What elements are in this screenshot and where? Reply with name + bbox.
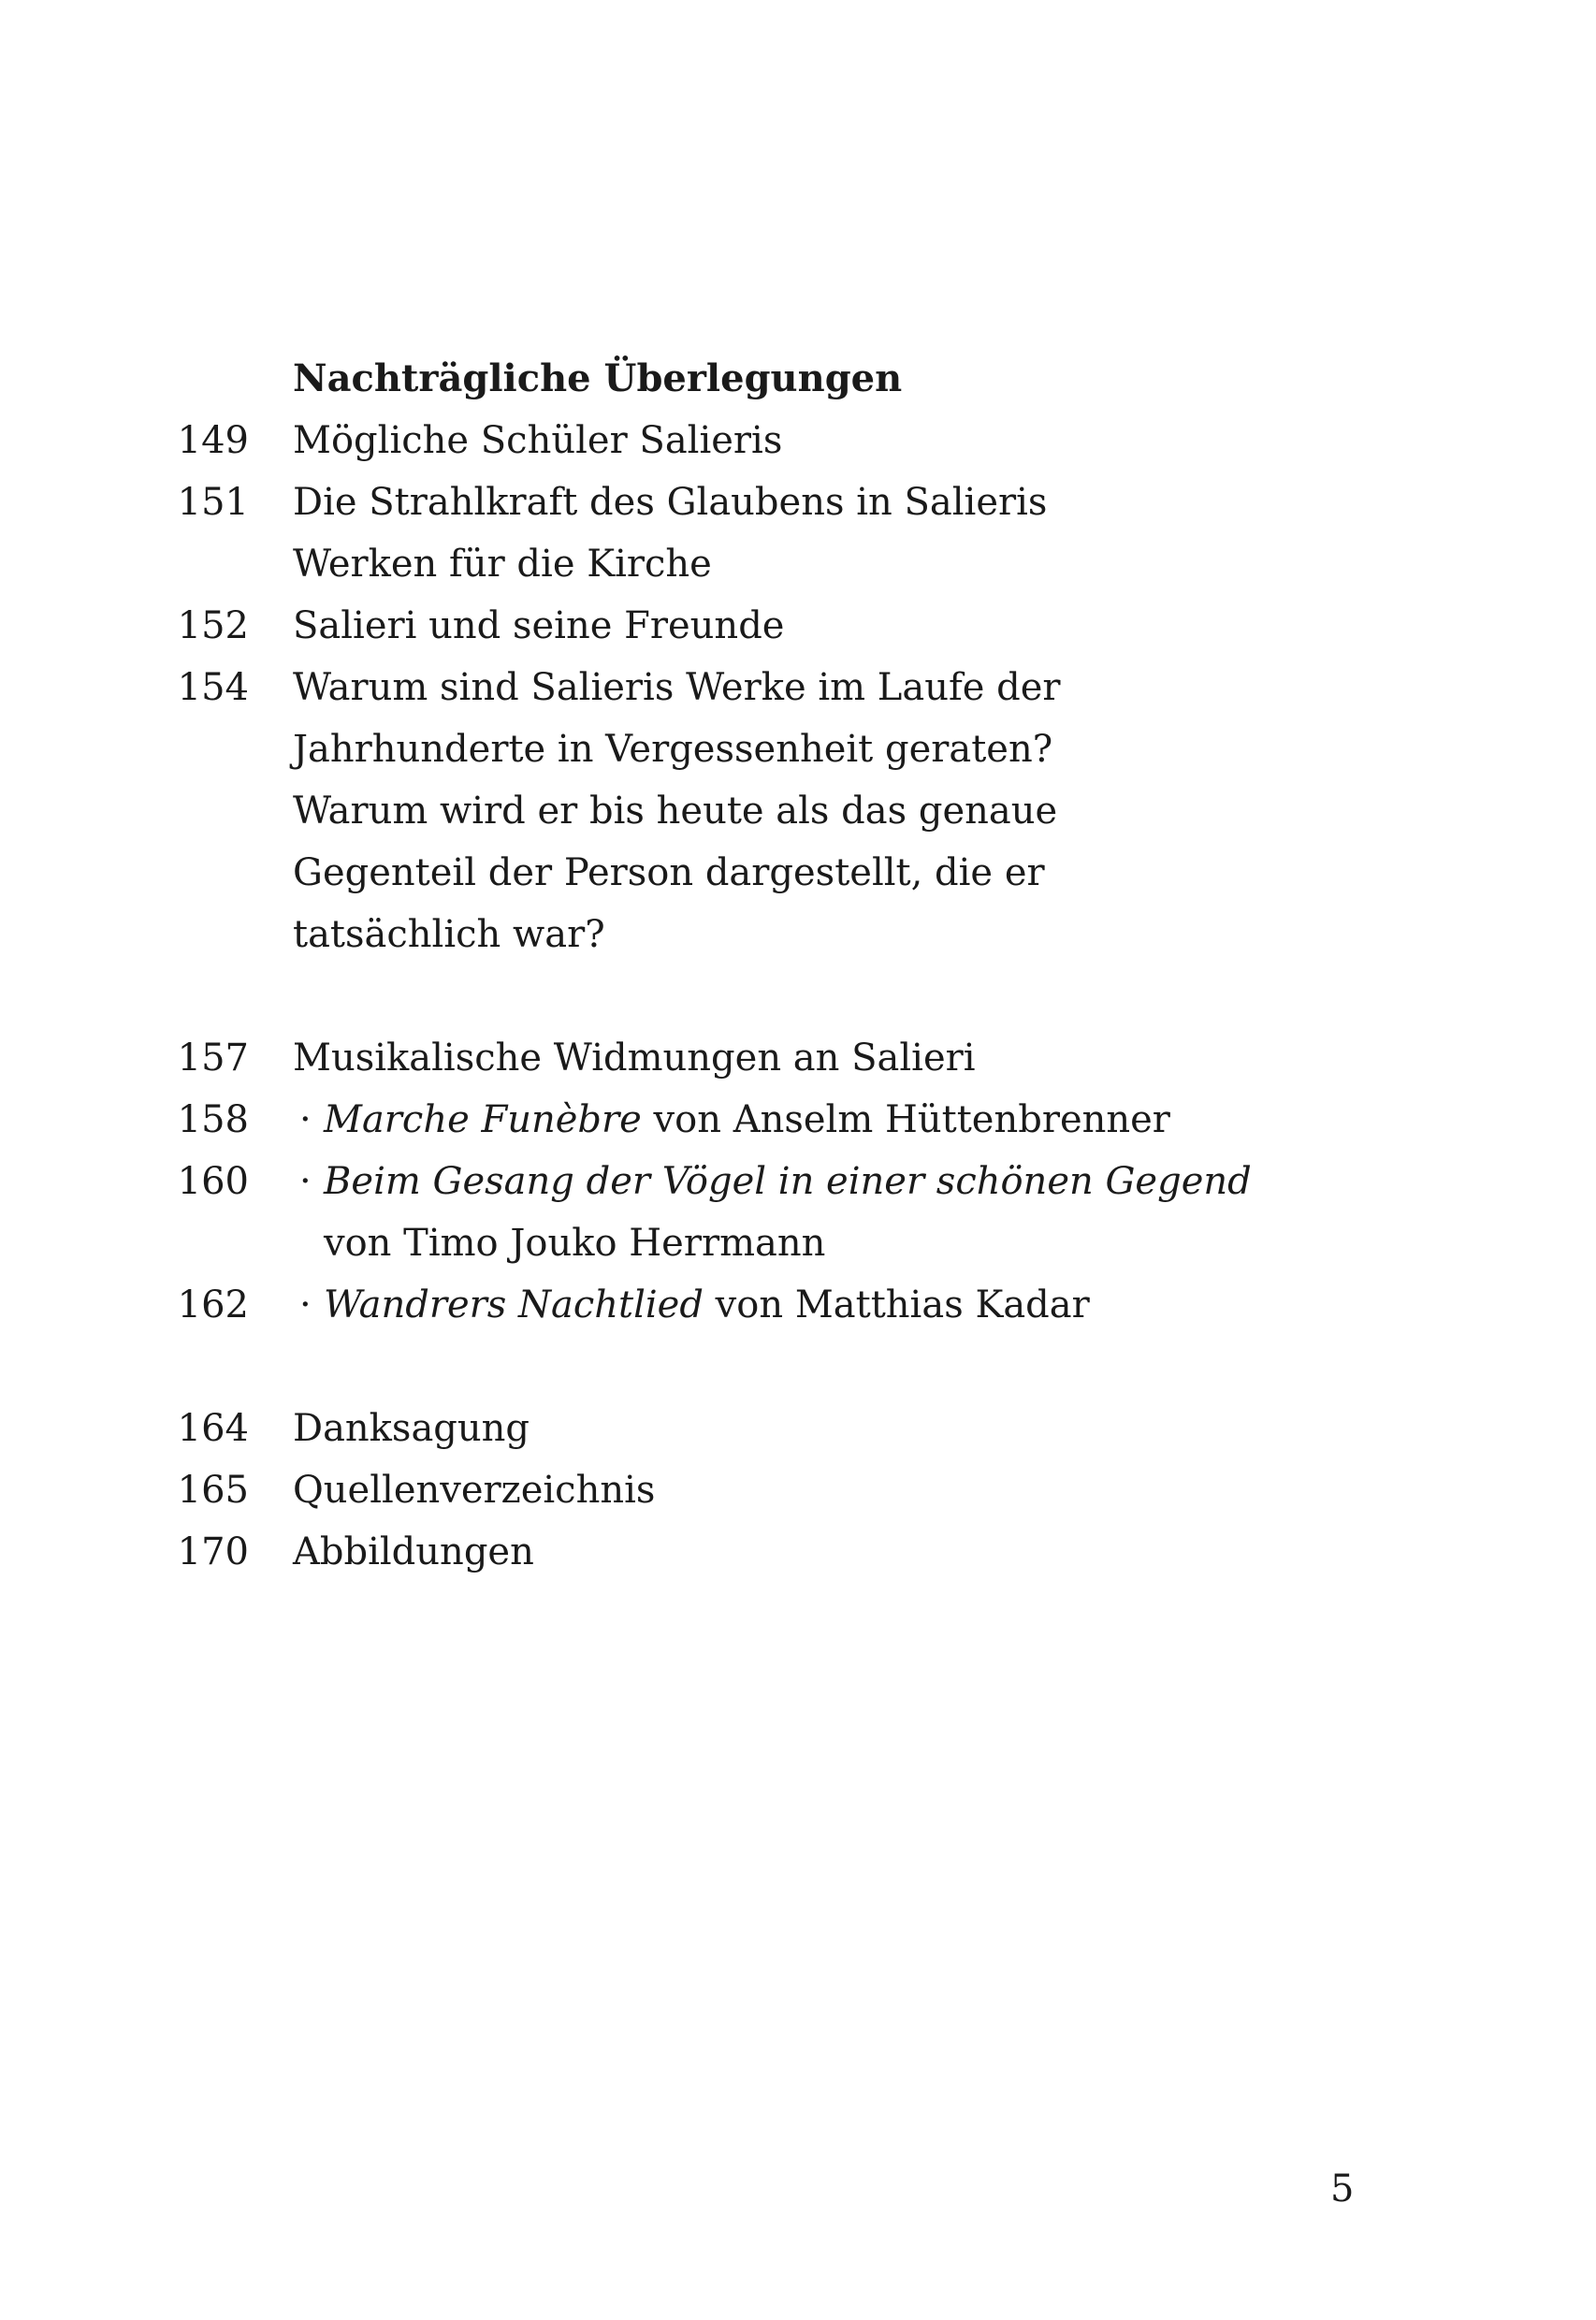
toc-entry-title: Quellenverzeichnis: [293, 1469, 656, 1512]
work-title: Wandrers Nachtlied: [324, 1283, 704, 1327]
work-title: Marche Funèbre: [324, 1098, 642, 1141]
toc-entry-title-line: Jahrhunderte in Vergessenheit geraten?: [293, 728, 1053, 771]
toc-entry-title: Musikalische Widmungen an Salieri: [293, 1037, 976, 1080]
work-composer: von Timo Jouko Herrmann: [324, 1222, 826, 1265]
toc-entry-title-line: Warum wird er bis heute als das genaue: [293, 790, 1058, 833]
work-title: Beim Gesang der Vögel in einer schönen Gegend: [324, 1160, 1252, 1203]
toc-entry-continuation: [0, 842, 1596, 904]
toc-page-number: 149: [177, 419, 249, 462]
toc-page-number: 165: [177, 1469, 249, 1512]
toc-entry: [0, 410, 1596, 471]
toc-entry: [0, 471, 1596, 533]
toc-entry: [0, 1459, 1596, 1521]
toc-page-number: 160: [177, 1160, 249, 1203]
toc-entry-continuation: [0, 718, 1596, 780]
toc-subentry-title: [299, 1274, 1090, 1336]
bullet-dot: ·: [299, 1160, 312, 1203]
toc-page-number: 170: [177, 1530, 249, 1573]
toc-subentry-continuation: [0, 1212, 1596, 1274]
toc-subentry-title: [299, 1089, 1170, 1151]
toc-subentry: [0, 1151, 1596, 1212]
toc-entry: [0, 1398, 1596, 1459]
toc-page-number: 154: [177, 666, 249, 709]
toc-entry: [0, 657, 1596, 718]
toc-subentry: [0, 1274, 1596, 1336]
toc-entry-title: Salieri und seine Freunde: [293, 604, 785, 647]
toc-page-number: 164: [177, 1407, 249, 1450]
toc-entry-title: Mögliche Schüler Salieris: [293, 419, 783, 462]
toc-entry: [0, 1521, 1596, 1583]
work-composer: von Matthias Kadar: [703, 1283, 1090, 1327]
bullet-dot: ·: [299, 1098, 312, 1141]
toc-page-number: 158: [177, 1098, 249, 1141]
page-number: 5: [1330, 2168, 1355, 2211]
toc-page-number: 151: [177, 481, 249, 524]
toc-entry-title: Die Strahlkraft des Glaubens in Salieris: [293, 481, 1048, 524]
work-composer: von Anselm Hüttenbrenner: [641, 1098, 1170, 1141]
toc-entry-title-line: tatsächlich war?: [293, 913, 605, 956]
bullet-dot: ·: [299, 1283, 312, 1327]
toc-page-number: 157: [177, 1037, 249, 1080]
toc-page-number: 152: [177, 604, 249, 647]
toc-entry-title-line: Werken für die Kirche: [293, 543, 712, 586]
toc-entry-continuation: [0, 780, 1596, 842]
toc-page-number: 162: [177, 1283, 249, 1327]
toc-entry: [0, 1027, 1596, 1089]
toc-entry-title: Warum sind Salieris Werke im Laufe der: [293, 666, 1061, 709]
toc-entry-title: Danksagung: [293, 1407, 530, 1450]
toc-entry-title-line: Gegenteil der Person dargestellt, die er: [293, 851, 1045, 894]
section-heading: Nachträgliche Überlegungen: [293, 356, 903, 400]
toc-entry-continuation: [0, 533, 1596, 595]
toc-entry-continuation: [0, 904, 1596, 965]
toc-subentry: [0, 1089, 1596, 1151]
toc-entry: [0, 595, 1596, 657]
toc-subentry-title: [299, 1151, 1252, 1212]
toc-entry-title: Abbildungen: [293, 1530, 534, 1573]
